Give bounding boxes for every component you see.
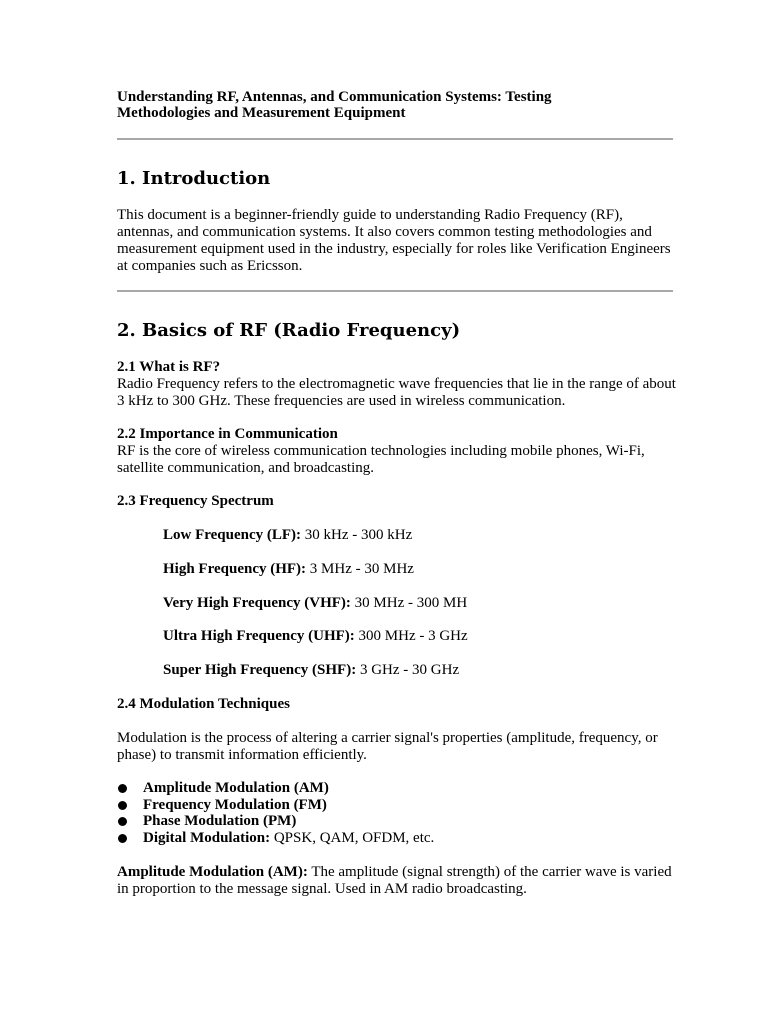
bullet-icon [118,817,127,826]
subsection-body: Radio Frequency refers to the electromagnetic wave frequencies that lie in the range of about 3 kHz to 300 GHz. These frequencies are used in wireless communication. [117,376,676,409]
section-heading-rf-basics: 2. Basics of RF (Radio Frequency) [117,320,461,341]
modulation-paragraph: Modulation is the process of altering a carrier signal's properties (amplitude, frequency, or phase) to transmit information efficiently. [117,730,658,763]
band-range: 30 kHz - 300 kHz [301,527,413,543]
bullet-icon [118,784,127,793]
list-item-label: Frequency Modulation (FM) [143,796,327,813]
list-item [117,830,677,847]
introduction-paragraph: This document is a beginner-friendly guide to understanding Radio Frequency (RF), antennas, and communication systems. It also covers common testing methodologies and measurement equipment used in the industry, especially for roles like Verification Engineers at companies such as Ericsson. [117,207,671,274]
list-item [117,813,677,830]
list-item-text: QPSK, QAM, OFDM, etc. [270,829,435,846]
bullet-icon [118,834,127,843]
list-item-label: Digital Modulation: [143,829,271,846]
subsection-title: 2.2 Importance in Communication [117,426,338,442]
subsection-what-is-rf [117,359,677,410]
list-item [117,797,677,814]
band-range: 30 MHz - 300 MH [350,595,468,611]
frequency-band-vhf [163,595,663,612]
subsection-body: RF is the core of wireless communication technologies including mobile phones, Wi-Fi, satellite communication, and broadcasting. [117,443,645,476]
list-item [117,780,677,797]
list-item-label: Phase Modulation (PM) [143,813,297,829]
horizontal-rule [117,138,673,140]
subsection-title-frequency-spectrum [117,493,677,510]
subsection-importance [117,426,677,477]
document-title: Understanding RF, Antennas, and Communication Systems: Testing Methodologies and Measurement Equipment [117,89,552,121]
horizontal-rule [117,290,673,292]
band-range: 3 MHz - 30 MHz [306,561,414,577]
subsection-title: 2.4 Modulation Techniques [117,696,290,712]
am-detail-text: The amplitude (signal strength) of the carrier wave is varied in proportion to the message signal. Used in AM radio broadcasting. [117,864,672,897]
subsection-title: 2.1 What is RF? [117,359,221,375]
frequency-band-shf [163,662,663,679]
list-item-label: Amplitude Modulation (AM) [143,780,329,796]
bullet-icon [118,801,127,810]
frequency-band-lf [163,527,663,544]
band-label: Very High Frequency (VHF): [163,595,351,611]
band-range: 300 MHz - 3 GHz [354,628,468,644]
band-label: Ultra High Frequency (UHF): [163,628,355,644]
am-detail-paragraph [117,864,677,898]
band-label: Low Frequency (LF): [163,527,302,543]
section-heading-introduction: 1. Introduction [117,168,271,189]
band-label: Super High Frequency (SHF): [163,662,357,678]
modulation-list [117,780,677,846]
subsection-title: 2.3 Frequency Spectrum [117,493,274,509]
am-detail-label: Amplitude Modulation (AM): [117,864,308,880]
subsection-title-modulation [117,696,677,713]
band-range: 3 GHz - 30 GHz [356,662,460,678]
band-label: High Frequency (HF): [163,561,307,577]
frequency-band-hf [163,561,663,578]
frequency-band-uhf [163,628,663,645]
